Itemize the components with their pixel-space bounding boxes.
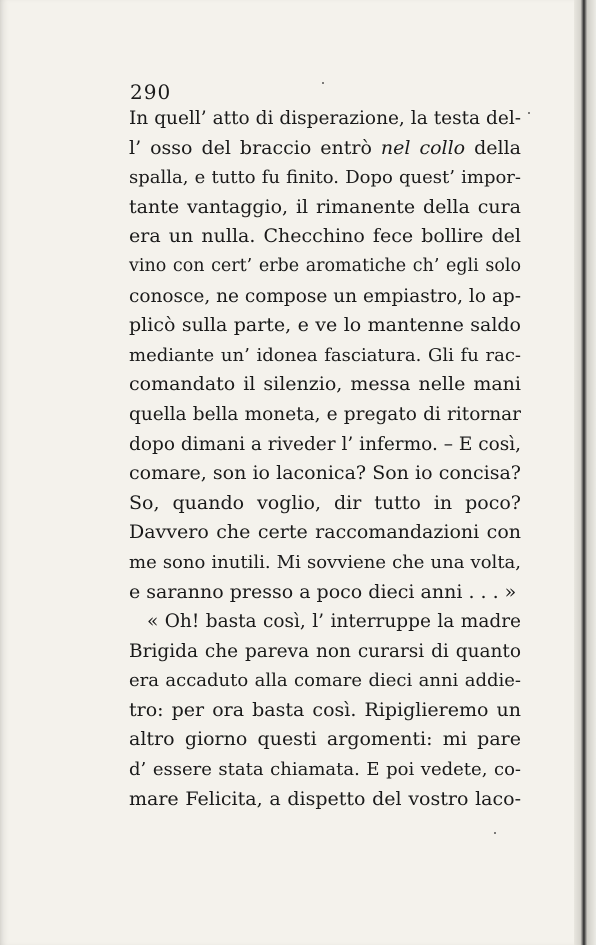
text-line: e saranno presso a poco dieci anni . . . »: [129, 580, 517, 603]
text-line: tante vantaggio, il rimanente della cura: [129, 195, 521, 218]
text-line: mare Felicita, a dispetto del vostro laco-: [129, 787, 521, 810]
ink-speck: [528, 112, 530, 114]
page-number: 290: [130, 80, 172, 104]
ink-speck: [494, 832, 496, 834]
book-gutter-edge: [574, 0, 596, 945]
text-line: So, quando voglio, dir tutto in poco?: [129, 491, 521, 514]
italic-phrase: nel collo: [380, 136, 466, 159]
text-line: era accaduto alla comare dieci anni addie-: [129, 670, 521, 692]
text-line: conosce, ne compose un empiastro, lo ap-: [129, 285, 521, 307]
text-line: plicò sulla parte, e ve lo mantenne saldo: [129, 314, 521, 337]
text-line: Brigida che pareva non curarsi di quanto: [129, 640, 521, 662]
text-line: Davvero che certe raccomandazioni con: [129, 521, 521, 544]
text-line: comandato il silenzio, messa nelle mani: [129, 373, 521, 396]
text-line: mediante un’ idonea fasciatura. Gli fu rac-: [129, 344, 521, 366]
text-line: me sono inutili. Mi sovviene che una volta,: [129, 551, 521, 573]
text-line: dopo dimani a riveder l’ infermo. – E così,: [129, 433, 522, 455]
text-line: tro: per ora basta così. Ripiglieremo un: [129, 698, 521, 721]
text-line: era un nulla. Checchino fece bollire del: [129, 225, 521, 248]
text-line: comare, son io laconica? Son io concisa?: [129, 462, 521, 485]
text-line: spalla, e tutto fu finito. Dopo quest’ impor-: [129, 167, 521, 189]
text-line: vino con cert’ erbe aromatiche ch’ egli solo: [129, 255, 521, 276]
body-text: [129, 104, 521, 814]
text-line: l’ osso del braccio entrò nel collo della: [129, 136, 521, 159]
text-line: In quell’ atto di disperazione, la testa del-: [129, 108, 521, 129]
ink-speck: [322, 82, 324, 84]
text-line: « Oh! basta così, l’ interruppe la madre: [147, 611, 521, 633]
text-line: altro giorno questi argomenti: mi pare: [129, 728, 521, 751]
text-line: d’ essere stata chiamata. E poi vedete, co-: [129, 759, 521, 781]
text-line: quella bella moneta, e pregato di ritornar: [129, 403, 521, 425]
